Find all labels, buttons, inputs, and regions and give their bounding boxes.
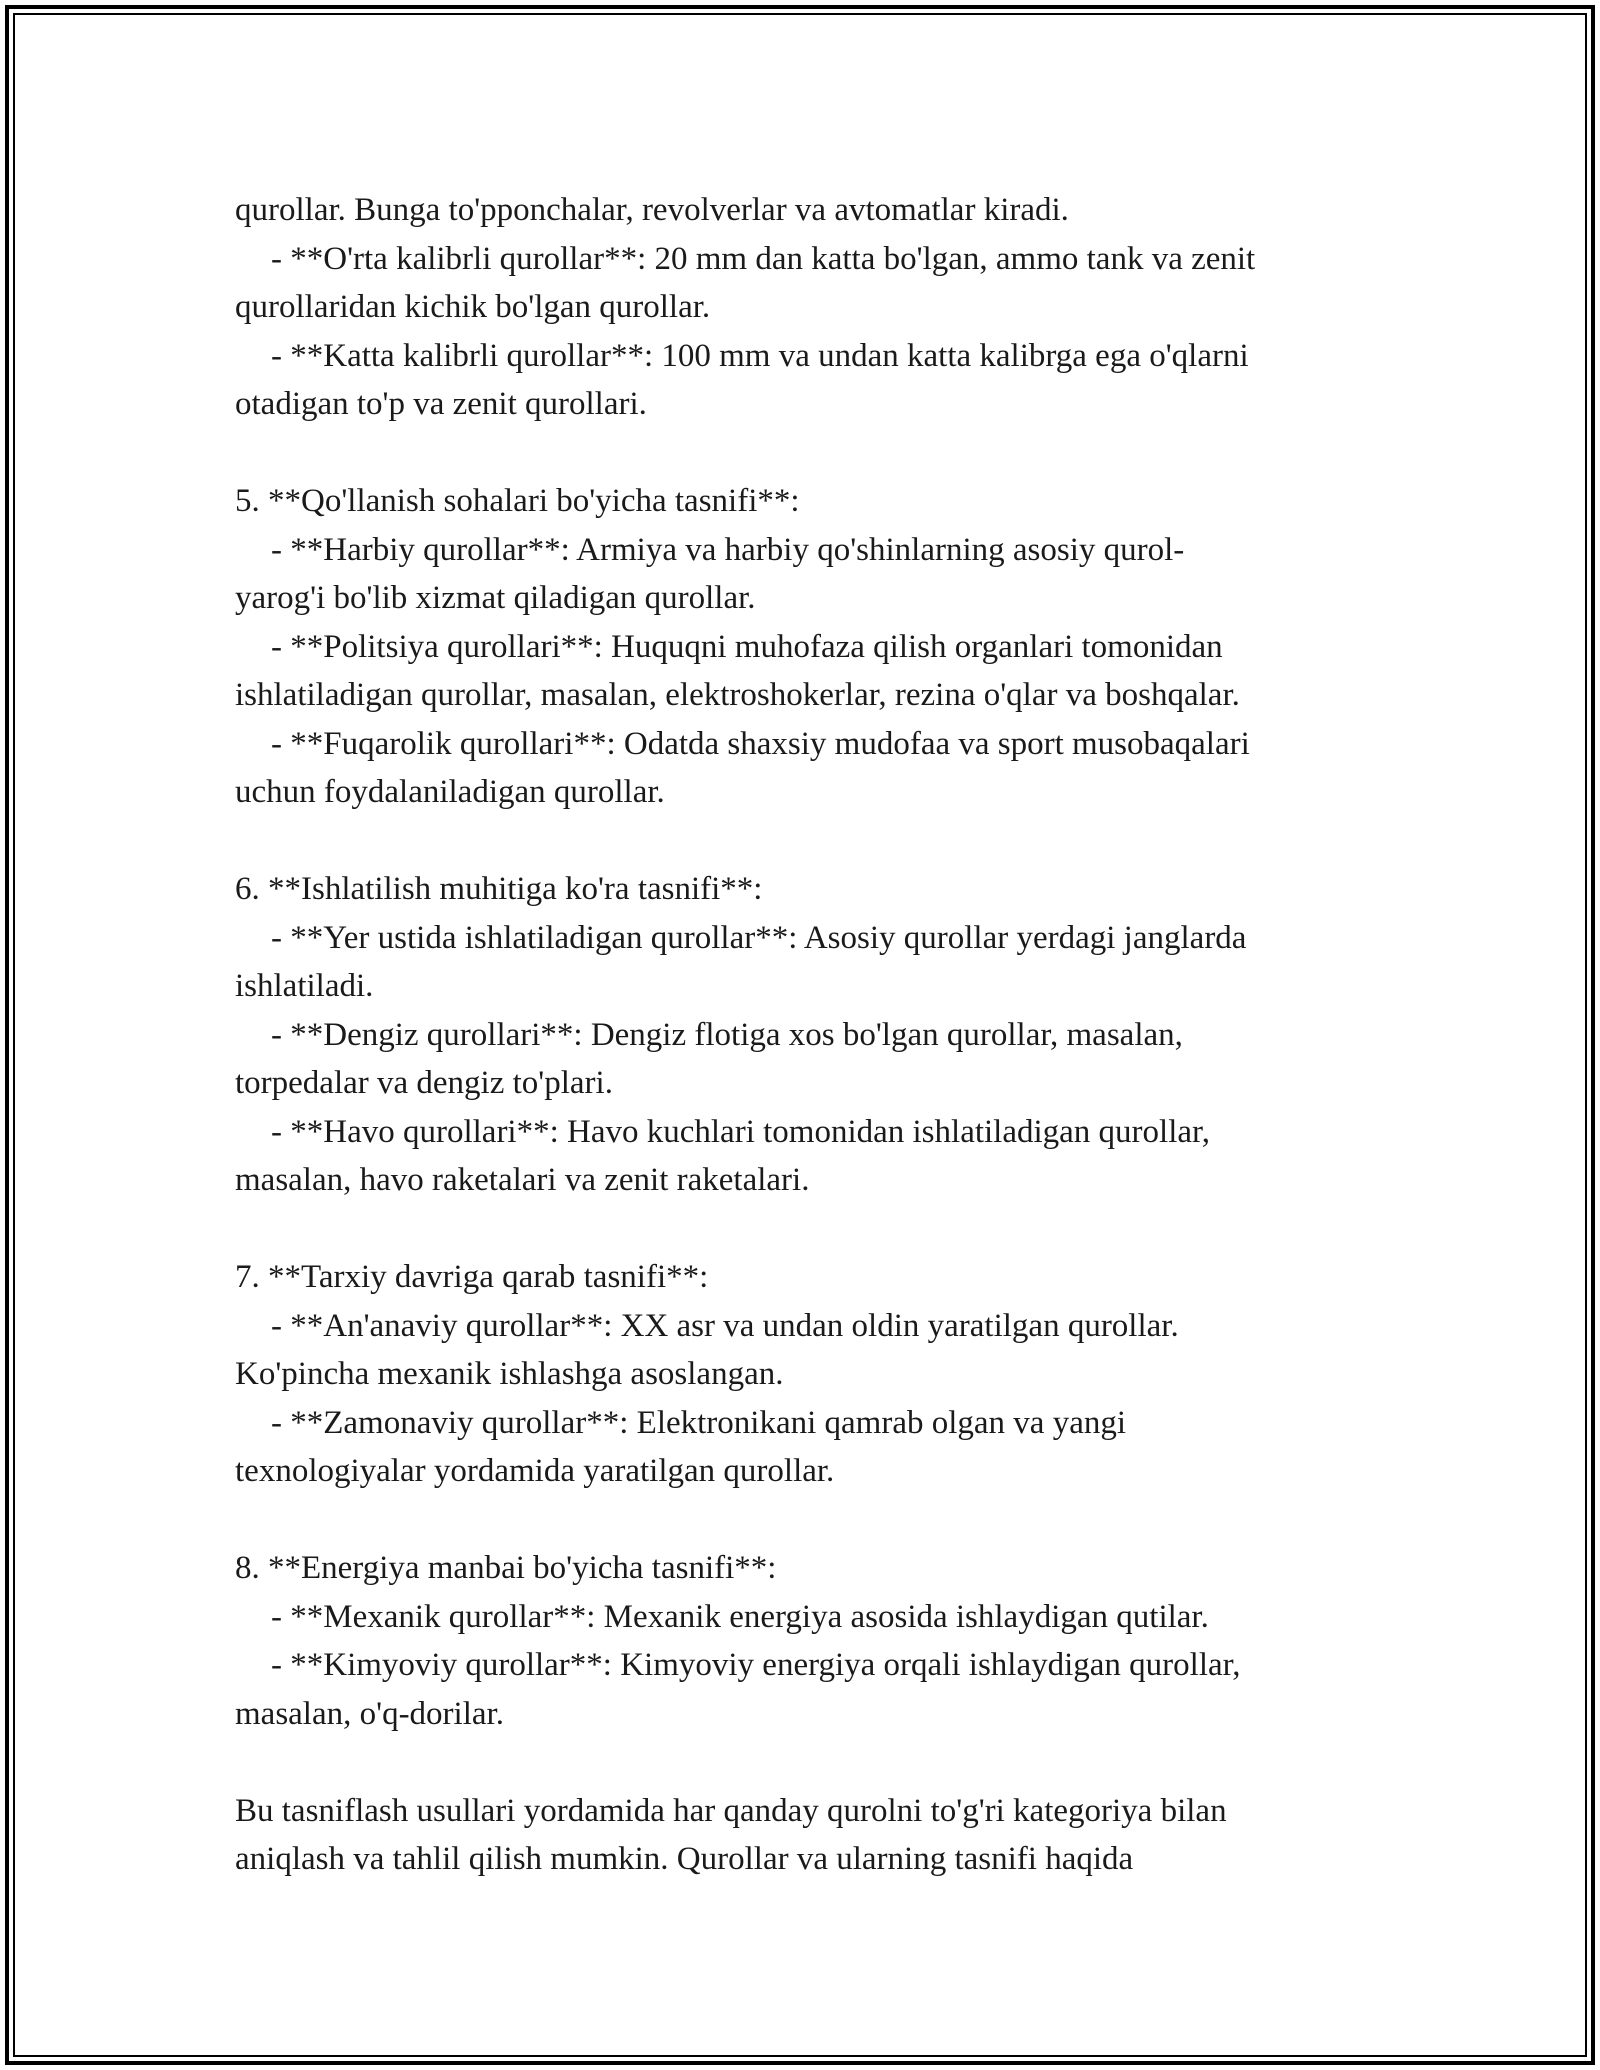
section-heading: 7. **Tarxiy davriga qarab tasnifi**:	[235, 1259, 709, 1295]
text-line: Bu tasniflash usullari yordamida har qanday qurolni to'g'ri kategoriya bilan	[235, 1792, 1227, 1829]
blank-line	[235, 817, 1395, 866]
text-line: masalan, o'q-dorilar.	[235, 1695, 504, 1732]
text-line: - **Mexanik qurollar**: Mexanik energiya asosida ishlaydigan qutilar.	[271, 1598, 1209, 1635]
text-line: - **An'anaviy qurollar**: XX asr va undan oldin yaratilgan qurollar.	[271, 1307, 1179, 1344]
text-line: - **Havo qurollari**: Havo kuchlari tomonidan ishlatiladigan qurollar,	[271, 1113, 1210, 1150]
section-heading: 8. **Energiya manbai bo'yicha tasnifi**:	[235, 1550, 777, 1586]
text-line: uchun foydalaniladigan qurollar.	[235, 774, 665, 810]
document-body	[235, 186, 1395, 1884]
blank-line	[235, 1738, 1395, 1787]
section-heading: 5. **Qo'llanish sohalari bo'yicha tasnifi**:	[235, 483, 800, 519]
section-heading: 6. **Ishlatilish muhitiga ko'ra tasnifi**:	[235, 871, 763, 907]
text-line: - **O'rta kalibrli qurollar**: 20 mm dan katta bo'lgan, ammo tank va zenit	[271, 240, 1256, 277]
blank-line	[235, 1496, 1395, 1545]
text-line: torpedalar va dengiz to'plari.	[235, 1065, 613, 1101]
text-line: - **Fuqarolik qurollari**: Odatda shaxsiy mudofaa va sport musobaqalari	[271, 725, 1250, 762]
text-line: ishlatiladigan qurollar, masalan, elektroshokerlar, rezina o'qlar va boshqalar.	[235, 677, 1240, 713]
text-line: - **Harbiy qurollar**: Armiya va harbiy qo'shinlarning asosiy qurol-	[271, 531, 1185, 568]
text-line: masalan, havo raketalari va zenit raketalari.	[235, 1162, 810, 1198]
text-line: qurollaridan kichik bo'lgan qurollar.	[235, 289, 711, 325]
text-line: - **Kimyoviy qurollar**: Kimyoviy energiya orqali ishlaydigan qurollar,	[271, 1647, 1241, 1683]
blank-line	[235, 1205, 1395, 1254]
text-line: ishlatiladi.	[235, 968, 374, 1004]
text-line: - **Yer ustida ishlatiladigan qurollar**: Asosiy qurollar yerdagi janglarda	[271, 919, 1247, 956]
text-line: otadigan to'p va zenit qurollari.	[235, 386, 647, 422]
text-line: yarog'i bo'lib xizmat qiladigan qurollar.	[235, 580, 756, 616]
text-line: aniqlash va tahlil qilish mumkin. Qurollar va ularning tasnifi haqida	[235, 1841, 1134, 1877]
text-line: qurollar. Bunga to'pponchalar, revolverlar va avtomatlar kiradi.	[235, 192, 1069, 228]
text-line: Ko'pincha mexanik ishlashga asoslangan.	[235, 1356, 784, 1392]
text-line: - **Katta kalibrli qurollar**: 100 mm va undan katta kalibrga ega o'qlarni	[271, 337, 1249, 374]
text-line: texnologiyalar yordamida yaratilgan qurollar.	[235, 1453, 835, 1489]
blank-line	[235, 429, 1395, 478]
text-line: - **Dengiz qurollari**: Dengiz flotiga xos bo'lgan qurollar, masalan,	[271, 1016, 1183, 1053]
text-line: - **Politsiya qurollari**: Huquqni muhofaza qilish organlari tomonidan	[271, 628, 1223, 665]
text-line: - **Zamonaviy qurollar**: Elektronikani qamrab olgan va yangi	[271, 1404, 1127, 1441]
